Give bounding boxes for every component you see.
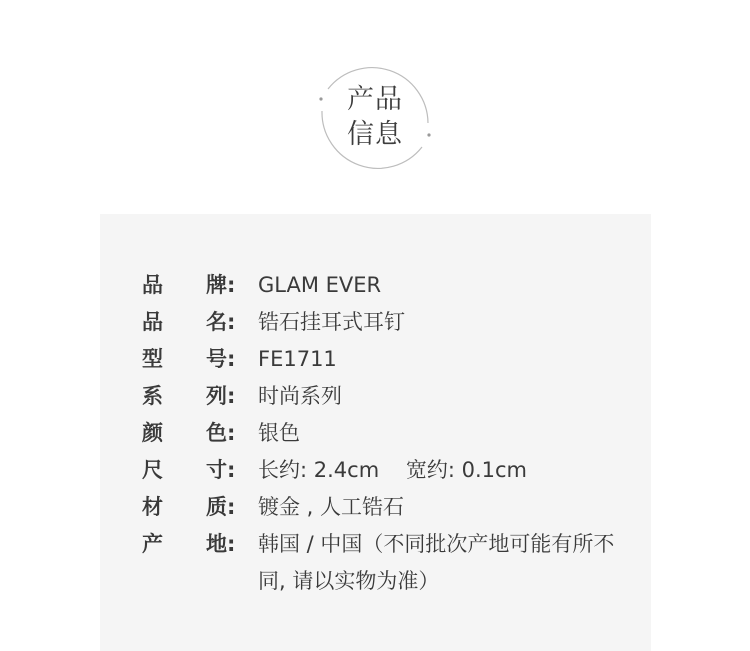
spec-value: 时尚系列	[258, 384, 342, 408]
spec-label: 颜	[142, 421, 163, 445]
spec-label: 质:	[206, 495, 236, 519]
spec-label: 型	[142, 347, 163, 371]
spec-label: 号:	[206, 347, 236, 371]
spec-label: 寸:	[206, 458, 236, 482]
section-title	[318, 82, 432, 152]
spec-value: 韩国 / 中国（不同批次产地可能有所不同, 请以实物为准）	[258, 532, 615, 593]
spec-label: 品	[142, 273, 163, 297]
spec-label: 品	[142, 310, 163, 334]
spec-value: GLAM EVER	[258, 273, 382, 297]
spec-label: 牌:	[206, 273, 236, 297]
section-title-line2: 信息	[347, 119, 403, 150]
spec-value: 锆石挂耳式耳钉	[258, 310, 405, 334]
spec-value: 长约: 2.4cm 宽约: 0.1cm	[258, 458, 528, 482]
section-title-line1: 产品	[347, 84, 403, 115]
spec-label: 色:	[206, 421, 236, 445]
spec-value: FE1711	[258, 347, 337, 371]
spec-label: 列:	[206, 384, 236, 408]
spec-label: 名:	[206, 310, 236, 334]
spec-label: 地:	[206, 532, 236, 556]
spec-value: 镀金 , 人工锆石	[258, 495, 405, 519]
spec-label: 材	[142, 495, 163, 519]
spec-panel	[100, 214, 651, 651]
spec-label: 尺	[142, 458, 163, 482]
spec-label: 产	[142, 532, 163, 556]
spec-value: 银色	[258, 421, 300, 445]
spec-label: 系	[142, 384, 163, 408]
section-badge	[318, 60, 432, 174]
